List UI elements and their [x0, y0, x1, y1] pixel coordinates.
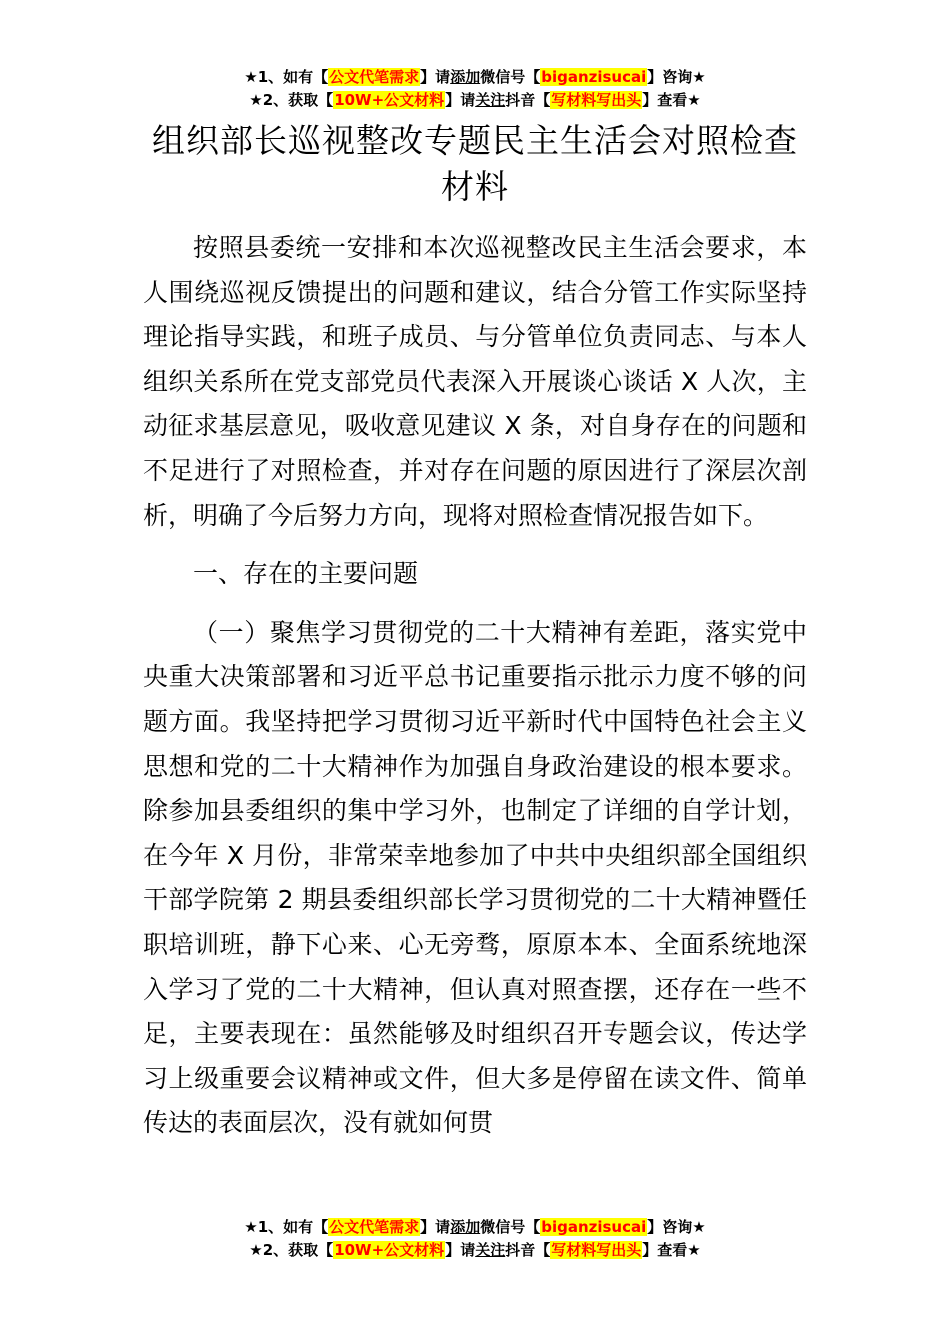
- promo-underlined: 添加: [450, 1218, 481, 1236]
- promo-line-2: [0, 1239, 950, 1262]
- promo-text: ★2、获取【: [249, 1241, 334, 1259]
- promo-highlight: 10W+公文材料: [334, 1241, 445, 1259]
- section-heading: 一、存在的主要问题: [193, 559, 419, 589]
- promo-text: 微信号【: [480, 68, 541, 86]
- promo-underlined: 关注: [475, 1241, 506, 1259]
- promo-highlight: 公文代笔需求: [329, 1218, 420, 1236]
- promo-line-1: [0, 66, 950, 89]
- promo-wechat-id: biganzisucai: [541, 68, 647, 86]
- body-paragraph: （一）聚焦学习贯彻党的二十大精神有差距，落实党中央重大决策部署和习近平总书记重要指示批示力度不够的问题方面。我坚持把学习贯彻习近平新时代中国特色社会主义思想和党的二十大精神作为加强自身政治建设的根本要求。除参加县委组织的集中学习外，也制定了详细的自学计划，在今年 X 月份，非常荣幸地参加了中共中央组织部全国组织干部学院第 2 期县委组织部长学习贯彻党的二十大精神暨任职培训班，静下心来、心无旁骛，原原本本、全面系统地深入学习了党的二十大精神，但认真对照查摆，还存在一些不足，主要表现在：虽然能够及时组织召开专题会议，传达学习上级重要会议精神或文件，但大多是停留在读文件、简单传达的表面层次，没有就如何贯: [143, 617, 807, 1138]
- promo-wechat-id: biganzisucai: [541, 1218, 647, 1236]
- promo-banner-top: [0, 66, 950, 112]
- promo-highlight: 10W+公文材料: [334, 91, 445, 109]
- title-line-2: 材料: [441, 167, 509, 206]
- promo-underlined: 添加: [450, 68, 481, 86]
- promo-underlined: 关注: [475, 91, 506, 109]
- promo-text: 】请: [420, 1218, 451, 1236]
- promo-text: 】请: [445, 1241, 476, 1259]
- promo-text: ★1、如有【: [244, 1218, 329, 1236]
- promo-text: 微信号【: [480, 1218, 541, 1236]
- promo-text: ★1、如有【: [244, 68, 329, 86]
- promo-line-1: [0, 1216, 950, 1239]
- promo-text: 】咨询★: [647, 68, 706, 86]
- promo-text: 抖音【: [505, 1241, 551, 1259]
- promo-line-2: [0, 89, 950, 112]
- body-paragraph: 按照县委统一安排和本次巡视整改民主生活会要求，本人围绕巡视反馈提出的问题和建议，结合分管工作实际坚持理论指导实践，和班子成员、与分管单位负责同志、与本人组织关系所在党支部党员代表深入开展谈心谈话 X 人次，主动征求基层意见，吸收意见建议 X 条，对自身存在的问题和不足进行了对照检查，并对存在问题的原因进行了深层次剖析，明确了今后努力方向，现将对照检查情况报告如下。: [143, 233, 807, 530]
- title-line-1: 组织部长巡视整改专题民主生活会对照检查: [152, 121, 798, 160]
- promo-douyin-name: 写材料写出头: [551, 1241, 642, 1259]
- promo-text: 抖音【: [505, 91, 551, 109]
- promo-text: 】咨询★: [647, 1218, 706, 1236]
- promo-banner-bottom: [0, 1216, 950, 1262]
- document-body: [143, 226, 807, 1146]
- promo-text: ★2、获取【: [249, 91, 334, 109]
- promo-text: 】请: [445, 91, 476, 109]
- promo-text: 】查看★: [642, 91, 701, 109]
- promo-highlight: 公文代笔需求: [329, 68, 420, 86]
- promo-douyin-name: 写材料写出头: [551, 91, 642, 109]
- promo-text: 】查看★: [642, 1241, 701, 1259]
- document-title: [140, 118, 810, 210]
- promo-text: 】请: [420, 68, 451, 86]
